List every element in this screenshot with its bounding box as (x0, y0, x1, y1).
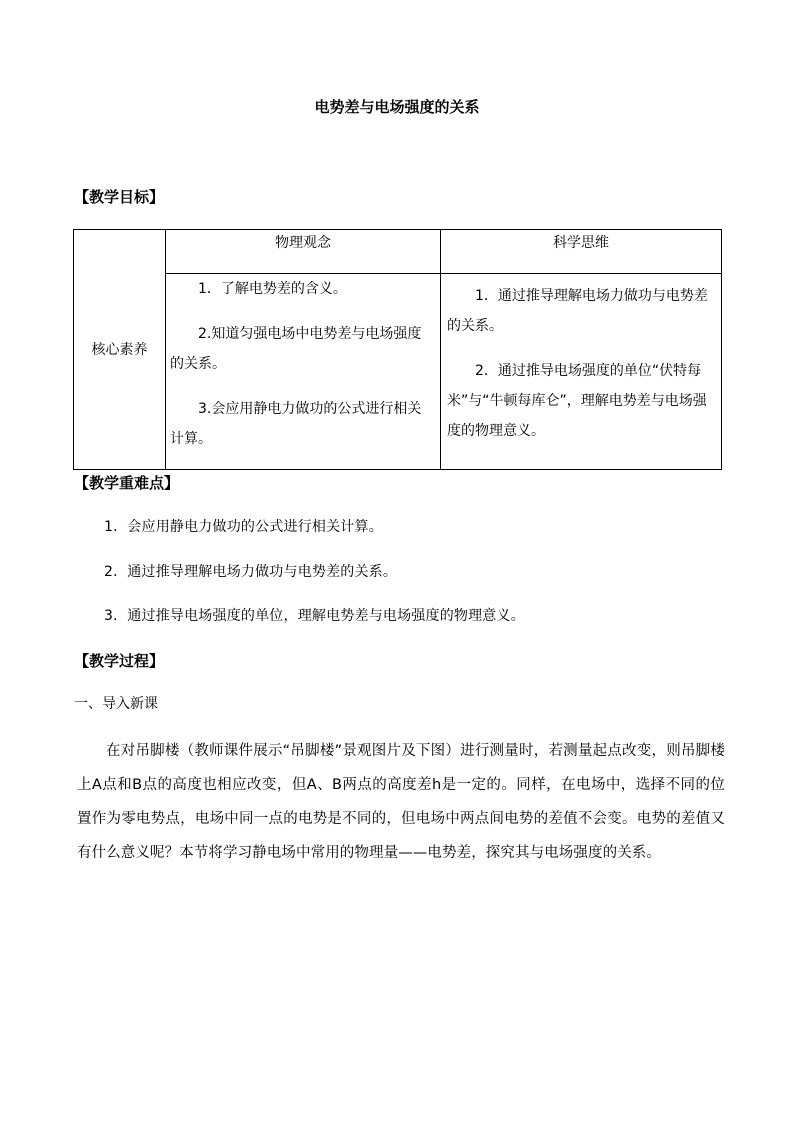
goal-item: 1．通过推导理解电场力做功与电势差的关系。 (447, 288, 708, 334)
key-point-item: 2．通过推导理解电场力做功与电势差的关系。 (104, 564, 398, 580)
column-header-scientific-thinking (441, 230, 722, 274)
row-label-cell (74, 230, 166, 470)
key-points-heading: 【教学重难点】 (74, 474, 180, 492)
row-label: 核心素养 (91, 341, 148, 358)
goals-heading: 【教学目标】 (74, 188, 165, 206)
key-point-item: 1．会应用静电力做功的公式进行相关计算。 (104, 519, 383, 535)
scientific-thinking-goals-cell (441, 274, 722, 470)
section-title: 一、导入新课 (74, 696, 158, 712)
column-header-label: 物理观念 (275, 235, 331, 251)
goal-item: 3.会应用静电力做功的公式进行相关计算。 (170, 401, 422, 447)
goal-item: 1．了解电势差的含义。 (198, 281, 347, 297)
column-header-physics-concept (166, 230, 441, 274)
intro-paragraph: 在对吊脚楼（教师课件展示“吊脚楼”景观图片及下图）进行测量时，若测量起点改变，则吊脚楼上A点和B点的高度也相应改变，但A、B两点的高度差h是一定的。同样，在电场中，选择不同的位置作为零电势点，电场中同一点的电势是不同的，但电场中两点间电势的差值不会变。电势的差值又有什么意义呢？本节将学习静电场中常用的物理量——电势差，探究其与电场强度的关系。 (77, 743, 725, 861)
process-heading: 【教学过程】 (74, 652, 165, 670)
goal-item: 2.知道匀强电场中电势差与电场强度的关系。 (170, 326, 422, 372)
goals-table (73, 229, 722, 470)
goal-item: 2．通过推导电场强度的单位“伏特每米”与“牛顿每库仑”，理解电势差与电场强度的物理意义。 (447, 363, 707, 439)
key-point-item: 3．通过推导电场强度的单位，理解电势差与电场强度的物理意义。 (104, 608, 525, 624)
physics-concept-goals-cell (166, 274, 441, 470)
column-header-label: 科学思维 (553, 235, 609, 251)
page-title: 电势差与电场强度的关系 (314, 98, 480, 116)
